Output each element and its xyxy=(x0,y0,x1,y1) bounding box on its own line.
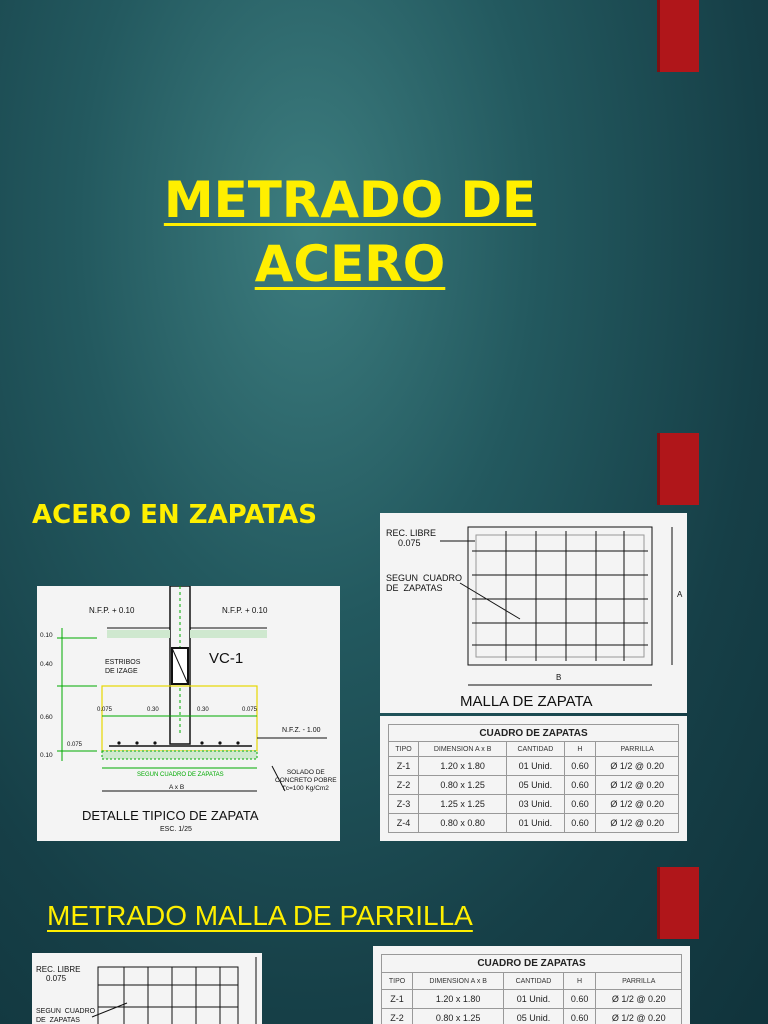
table-cell: 0.60 xyxy=(563,1009,596,1024)
detalle-mini-dim: 0.075 xyxy=(67,742,83,748)
table-cell: Ø 1/2 @ 0.20 xyxy=(596,1009,682,1024)
malla-segun-label: SEGUN CUADRO DE ZAPATAS xyxy=(386,573,463,593)
detalle-dim-bottom-4: 0.075 xyxy=(242,707,258,713)
table-row xyxy=(389,795,679,814)
malla-rec-value: 0.075 xyxy=(398,538,421,548)
table-cell: Z-1 xyxy=(389,757,419,776)
detalle-dim-left-3: 0.60 xyxy=(40,714,53,721)
table-row xyxy=(382,1009,682,1024)
table-cell: 03 Unid. xyxy=(507,795,564,814)
detalle-dim-left-2: 0.40 xyxy=(40,661,53,668)
table-cell: Z-2 xyxy=(389,776,419,795)
cuadro2-header-tipo: TIPO xyxy=(382,973,413,990)
table-cell: Z-2 xyxy=(382,1009,413,1024)
table-cell: Ø 1/2 @ 0.20 xyxy=(596,795,679,814)
cuadro-zapatas-table-2 xyxy=(381,954,682,1024)
table-cell: Ø 1/2 @ 0.20 xyxy=(596,814,679,833)
cuadro2-header-h: H xyxy=(563,973,596,990)
table-cell: 0.60 xyxy=(564,757,596,776)
table-cell: 05 Unid. xyxy=(507,776,564,795)
table-cell: 0.80 x 0.80 xyxy=(419,814,507,833)
section-heading-acero-zapatas: ACERO EN ZAPATAS xyxy=(32,500,318,530)
table-row xyxy=(389,776,679,795)
cuadro-header-tipo: TIPO xyxy=(389,742,419,757)
cuadro-zapatas-panel xyxy=(380,716,687,841)
table-row xyxy=(382,990,682,1009)
malla-zapata-drawing-2 xyxy=(32,953,262,1024)
detalle-scale: ESC. 1/25 xyxy=(160,826,192,833)
table-cell: Z-3 xyxy=(389,795,419,814)
malla2-rec-value: 0.075 xyxy=(46,974,67,983)
table-cell: 0.60 xyxy=(564,795,596,814)
malla-a-label: A xyxy=(677,590,683,599)
slide-title-line2: ACERO xyxy=(254,235,446,293)
cuadro-header-dimension: DIMENSION A x B xyxy=(419,742,507,757)
table-row xyxy=(389,757,679,776)
malla-zapata-svg xyxy=(380,513,687,713)
table-cell: Z-1 xyxy=(382,990,413,1009)
cuadro2-header-cantidad: CANTIDAD xyxy=(504,973,563,990)
table-cell: 01 Unid. xyxy=(504,990,563,1009)
table-cell: 05 Unid. xyxy=(504,1009,563,1024)
cuadro-header-cantidad: CANTIDAD xyxy=(507,742,564,757)
table-cell: 1.20 x 1.80 xyxy=(419,757,507,776)
detalle-solado-label: SOLADO DE CONCRETO POBRE f'c=100 Kg/Cm2 xyxy=(275,769,337,792)
table-cell: Ø 1/2 @ 0.20 xyxy=(596,990,682,1009)
malla-title: MALLA DE ZAPATA xyxy=(460,693,593,710)
table-cell: 0.80 x 1.25 xyxy=(413,1009,504,1024)
malla-b-label: B xyxy=(556,673,562,682)
malla-zapata-drawing xyxy=(380,513,687,713)
cuadro-header-parrilla: PARRILLA xyxy=(596,742,679,757)
red-accent-bar-top xyxy=(657,0,699,72)
table-cell: 01 Unid. xyxy=(507,814,564,833)
slide-title xyxy=(150,168,550,296)
detalle-title: DETALLE TIPICO DE ZAPATA xyxy=(82,808,259,823)
cuadro-zapatas-panel-2 xyxy=(373,946,690,1024)
detalle-dim-bottom-1: 0.075 xyxy=(97,707,113,713)
detalle-zapata-drawing xyxy=(37,586,340,841)
detalle-nfp-right: N.F.P. + 0.10 xyxy=(222,606,268,615)
slide-title-line1: METRADO DE xyxy=(163,171,537,229)
red-accent-bar-bottom xyxy=(657,867,699,939)
table-cell: 0.60 xyxy=(564,814,596,833)
detalle-dim-bottom-2: 0.30 xyxy=(147,707,159,713)
table-cell: Z-4 xyxy=(389,814,419,833)
red-accent-bar-middle xyxy=(657,433,699,505)
detalle-nfp-left: N.F.P. + 0.10 xyxy=(89,606,135,615)
cuadro2-header-parrilla: PARRILLA xyxy=(596,973,682,990)
cuadro-zapatas-table xyxy=(388,724,679,833)
malla2-rec-libre: REC. LIBRE xyxy=(36,965,81,974)
table-cell: 0.80 x 1.25 xyxy=(419,776,507,795)
table-cell: 0.60 xyxy=(564,776,596,795)
malla-rec-libre: REC. LIBRE xyxy=(386,528,437,538)
table-row xyxy=(389,814,679,833)
cuadro2-title: CUADRO DE ZAPATAS xyxy=(382,955,682,973)
detalle-dim-left-1: 0.10 xyxy=(40,632,53,639)
table-cell: 01 Unid. xyxy=(507,757,564,776)
section-heading-metrado-malla: METRADO MALLA DE PARRILLA xyxy=(47,900,473,931)
detalle-axb-label: A x B xyxy=(169,784,185,791)
detalle-column-label: VC-1 xyxy=(209,650,244,667)
detalle-estribos-label: ESTRIBOS DE IZAGE xyxy=(105,659,141,675)
detalle-nfz-label: N.F.Z. - 1.00 xyxy=(282,727,321,734)
table-cell: 0.60 xyxy=(563,990,596,1009)
cuadro2-header-dimension: DIMENSION A x B xyxy=(413,973,504,990)
detalle-segun-label: SEGUN CUADRO DE ZAPATAS xyxy=(137,772,224,778)
detalle-dim-left-4: 0.10 xyxy=(40,752,53,759)
table-cell: Ø 1/2 @ 0.20 xyxy=(596,776,679,795)
table-cell: 1.25 x 1.25 xyxy=(419,795,507,814)
detalle-zapata-svg xyxy=(37,586,340,841)
cuadro-header-h: H xyxy=(564,742,596,757)
malla2-segun-label: SEGUN CUADRO DE ZAPATAS xyxy=(36,1008,96,1024)
cuadro-title: CUADRO DE ZAPATAS xyxy=(389,725,679,742)
table-cell: 1.20 x 1.80 xyxy=(413,990,504,1009)
detalle-dim-bottom-3: 0.30 xyxy=(197,707,209,713)
table-cell: Ø 1/2 @ 0.20 xyxy=(596,757,679,776)
